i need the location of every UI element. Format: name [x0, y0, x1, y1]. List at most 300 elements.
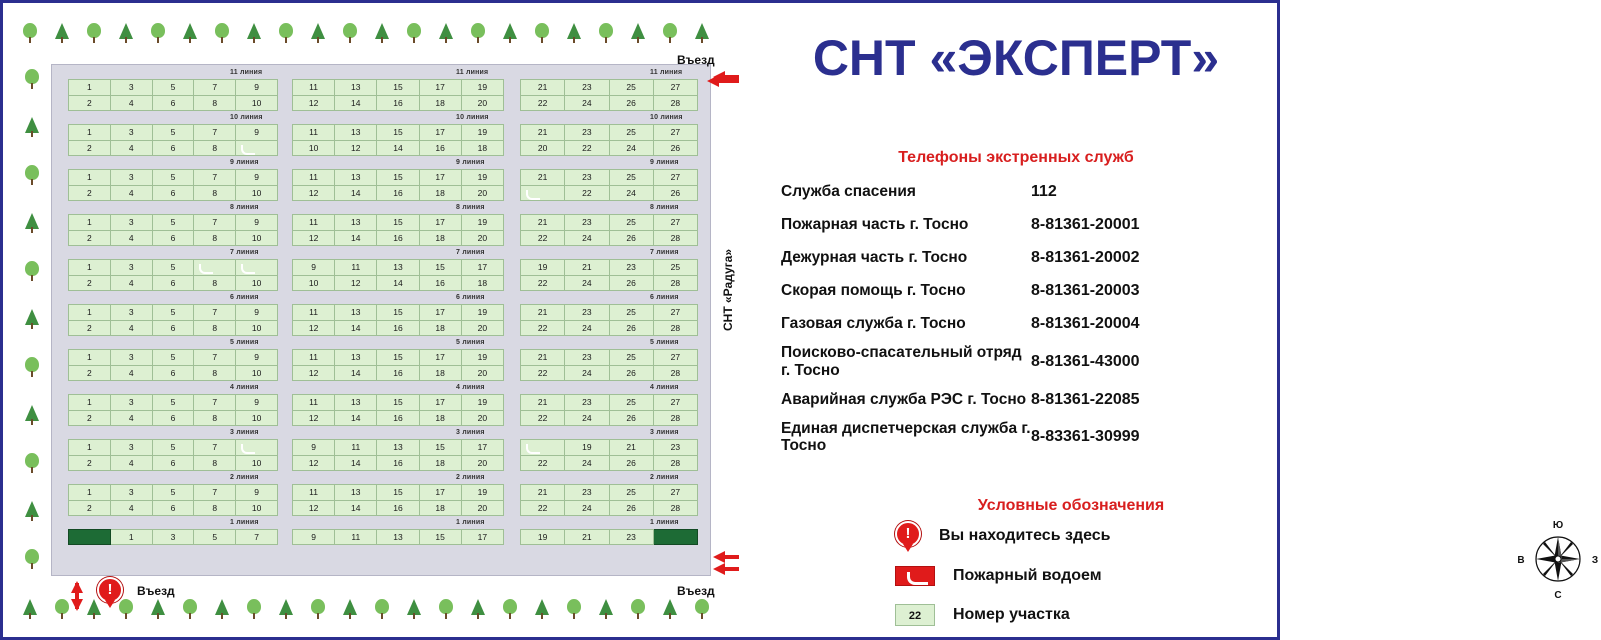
plot-block: [68, 214, 278, 246]
conifer-tree-icon: [215, 599, 229, 619]
plot-row: [69, 440, 278, 456]
emergency-list: [781, 179, 1261, 462]
plot-cell: 14: [335, 500, 377, 516]
plot-cell: 23: [653, 440, 697, 456]
plot-cell: 1: [110, 530, 152, 545]
plot-cell: 17: [419, 485, 461, 501]
plot-cell: 13: [335, 80, 377, 96]
plot-cell: 2: [69, 185, 111, 201]
legend-fire-pond-label: Пожарный водоем: [953, 567, 1102, 584]
plot-cell: 15: [377, 485, 419, 501]
plot-cell: 1: [69, 125, 111, 141]
plot-cell: 17: [419, 305, 461, 321]
conifer-tree-icon: [25, 501, 39, 521]
plot-cell: 16: [377, 230, 419, 246]
plot-cell: 16: [377, 500, 419, 516]
plot-cell: 10: [236, 500, 278, 516]
fire-pond-cell: [236, 140, 278, 156]
plot-cell: 11: [293, 170, 335, 186]
plot-cell: 28: [653, 230, 697, 246]
plot-row: [69, 215, 278, 231]
plot-block: [68, 169, 278, 201]
plot-row: [69, 455, 278, 471]
tree-icon: [695, 599, 709, 619]
plot-row: [293, 140, 504, 156]
conifer-tree-icon: [25, 213, 39, 233]
conifer-tree-icon: [535, 599, 549, 619]
plot-cell: 4: [110, 275, 152, 291]
tree-icon: [663, 23, 677, 43]
conifer-tree-icon: [375, 23, 389, 43]
plot-row: [521, 185, 698, 201]
line-label: 5 линия: [230, 339, 259, 346]
plot-cell: 18: [419, 365, 461, 381]
plot-cell: 13: [335, 395, 377, 411]
emergency-phone-number[interactable]: 8-81361-20004: [1031, 315, 1140, 332]
conifer-tree-icon: [407, 599, 421, 619]
plot-cell: 27: [653, 215, 697, 231]
plot-row: [521, 230, 698, 246]
plot-cell: 16: [377, 455, 419, 471]
line-label: 4 линия: [230, 384, 259, 391]
plot-cell: 16: [377, 410, 419, 426]
tree-icon: [279, 23, 293, 43]
emergency-phone-number[interactable]: 8-81361-20002: [1031, 249, 1140, 266]
line-label: 11 линия: [650, 69, 683, 76]
plot-cell: 16: [419, 140, 461, 156]
plot-cell: 22: [521, 500, 565, 516]
plot-row: [293, 455, 504, 471]
plot-cell: 18: [419, 410, 461, 426]
conifer-tree-icon: [567, 23, 581, 43]
plot-block: [68, 79, 278, 111]
plot-row: [293, 80, 504, 96]
conifer-tree-icon: [119, 23, 133, 43]
plot-row: [69, 395, 278, 411]
plot-cell: 9: [236, 170, 278, 186]
plot-cell: 28: [653, 95, 697, 111]
line-label: 1 линия: [456, 519, 485, 526]
plot-cell: 26: [609, 95, 653, 111]
plot-block: [520, 529, 698, 545]
compass-east-label: З: [1591, 555, 1599, 566]
plot-cell: 8: [194, 95, 236, 111]
plot-cell: 21: [521, 395, 565, 411]
plot-cell: 7: [194, 350, 236, 366]
plot-cell: 5: [152, 170, 194, 186]
conifer-tree-icon: [25, 309, 39, 329]
plot-cell: 13: [335, 215, 377, 231]
plot-cell: 20: [461, 320, 503, 336]
plot-cell: 15: [419, 530, 461, 545]
plot-cell: 17: [461, 260, 503, 276]
plot-cell: 22: [521, 95, 565, 111]
plot-cell: 19: [461, 215, 503, 231]
tree-icon: [25, 165, 39, 185]
plot-cell: 24: [565, 500, 609, 516]
plot-cell: 7: [236, 530, 278, 545]
emergency-service-name: Поисково-спасательный отряд г. Тосно: [781, 344, 1022, 379]
plot-cell: 11: [293, 305, 335, 321]
line-label: 2 линия: [650, 474, 679, 481]
plot-cell: 17: [419, 170, 461, 186]
plot-cell: 21: [521, 485, 565, 501]
plot-cell: 18: [461, 140, 503, 156]
plot-cell: 5: [152, 440, 194, 456]
plot-cell: 14: [335, 410, 377, 426]
tree-icon: [599, 23, 613, 43]
emergency-service-name: Газовая служба г. Тосно: [781, 315, 966, 333]
plot-row: [293, 215, 504, 231]
tree-icon: [503, 599, 517, 619]
emergency-phone-number[interactable]: 8-83361-30999: [1031, 428, 1140, 446]
plot-block: [520, 259, 698, 291]
plot-cell: 10: [293, 140, 335, 156]
emergency-service-name: Единая диспетчерская служба г. Тосно: [781, 419, 1031, 455]
plot-cell: 21: [609, 440, 653, 456]
plot-cell: 6: [152, 455, 194, 471]
plot-cell: 4: [110, 95, 152, 111]
plot-cell: 6: [152, 140, 194, 156]
plot-cell: 17: [419, 395, 461, 411]
entry-arrow-left: [67, 579, 89, 613]
plot-row: [293, 275, 504, 291]
tree-icon: [535, 23, 549, 43]
plot-cell: 9: [293, 530, 335, 545]
plot-cell: 12: [335, 275, 377, 291]
plot-cell: 9: [293, 440, 335, 456]
plot-cell: 3: [110, 350, 152, 366]
plot-row: [521, 170, 698, 186]
plot-cell: 6: [152, 500, 194, 516]
plot-cell: 21: [521, 215, 565, 231]
line-label: 6 линия: [650, 294, 679, 301]
emergency-title: Телефоны экстренных служб: [898, 149, 1134, 166]
plot-cell: 23: [565, 305, 609, 321]
plot-cell: 22: [521, 320, 565, 336]
plot-cell: 6: [152, 365, 194, 381]
plot-cell: 18: [461, 275, 503, 291]
conifer-tree-icon: [183, 23, 197, 43]
plot-cell: 19: [461, 80, 503, 96]
plot-cell: 14: [377, 140, 419, 156]
plot-cell: 3: [110, 260, 152, 276]
plot-cell: 1: [69, 260, 111, 276]
plot-cell: 23: [565, 125, 609, 141]
plot-cell: 8: [194, 410, 236, 426]
line-label: 1 линия: [230, 519, 259, 526]
plot-cell: 18: [419, 500, 461, 516]
plot-block: [292, 124, 504, 156]
plot-row: [521, 485, 698, 501]
plot-cell: 15: [377, 305, 419, 321]
plot-cell: 10: [236, 320, 278, 336]
tree-icon: [23, 23, 37, 43]
plot-cell: 2: [69, 410, 111, 426]
plot-cell: 24: [565, 455, 609, 471]
fire-pond-cell: [521, 440, 565, 456]
plot-cell: 16: [377, 185, 419, 201]
tree-icon: [375, 599, 389, 619]
plot-cell: 17: [419, 80, 461, 96]
plot-block: [68, 394, 278, 426]
plot-cell: 12: [293, 365, 335, 381]
plot-cell: 8: [194, 320, 236, 336]
plot-cell: 17: [461, 440, 503, 456]
plot-cell: 11: [293, 350, 335, 366]
plot-cell: 3: [152, 530, 194, 545]
plot-cell: 14: [335, 455, 377, 471]
conifer-tree-icon: [503, 23, 517, 43]
plot-row: [69, 185, 278, 201]
line-label: 8 линия: [230, 204, 259, 211]
plot-cell: 4: [110, 365, 152, 381]
compass-west-label: В: [1517, 555, 1525, 566]
plot-cell: 7: [194, 395, 236, 411]
plot-cell: 12: [293, 185, 335, 201]
plot-cell: 2: [69, 140, 111, 156]
plot-block: [520, 484, 698, 516]
line-label: 5 линия: [650, 339, 679, 346]
plot-cell: 19: [461, 305, 503, 321]
plot-cell: 26: [609, 500, 653, 516]
plot-block: [520, 169, 698, 201]
fire-pond-cell: [236, 440, 278, 456]
plot-cell: 27: [653, 80, 697, 96]
line-label: 9 линия: [230, 159, 259, 166]
plot-cell: 26: [653, 185, 697, 201]
site-map-panel: [9, 9, 749, 631]
plot-cell: 4: [110, 230, 152, 246]
plot-cell: 16: [377, 320, 419, 336]
plot-row: [69, 80, 278, 96]
plot-cell: 26: [609, 230, 653, 246]
plot-cell: 13: [377, 260, 419, 276]
legend-row-fire-pond: [895, 566, 1102, 586]
plot-cell: 8: [194, 365, 236, 381]
plot-cell: 21: [565, 530, 609, 545]
plot-cell: 25: [609, 395, 653, 411]
plot-cell: 1: [69, 440, 111, 456]
plot-row: [69, 275, 278, 291]
plot-cell: 15: [377, 395, 419, 411]
plot-cell: 27: [653, 305, 697, 321]
plot-row: [521, 260, 698, 276]
plot-row: [293, 320, 504, 336]
plot-cell: 7: [194, 440, 236, 456]
plot-cell: 4: [110, 455, 152, 471]
plot-block: [292, 349, 504, 381]
you-are-here-marker: [97, 577, 123, 607]
tree-icon: [183, 599, 197, 619]
plot-row: [521, 455, 698, 471]
emergency-row: [781, 245, 1261, 271]
line-label: 3 линия: [230, 429, 259, 436]
plot-cell: 9: [236, 485, 278, 501]
plot-cell: 19: [461, 350, 503, 366]
plot-row: [293, 185, 504, 201]
plot-cell: 23: [565, 80, 609, 96]
plot-cell: 22: [521, 365, 565, 381]
conifer-tree-icon: [471, 599, 485, 619]
plot-row: [293, 410, 504, 426]
plot-cell: 22: [565, 140, 609, 156]
plot-cell: 2: [69, 500, 111, 516]
plot-cell: 24: [565, 320, 609, 336]
line-label: 3 линия: [456, 429, 485, 436]
plot-cell: 19: [461, 170, 503, 186]
plot-cell: 3: [110, 305, 152, 321]
plot-cell: 6: [152, 320, 194, 336]
emergency-phone-number[interactable]: 8-81361-43000: [1031, 352, 1140, 370]
plot-cell: 15: [377, 80, 419, 96]
plot-cell: 8: [194, 500, 236, 516]
plot-cell: 11: [335, 440, 377, 456]
plot-cell: 8: [194, 185, 236, 201]
plot-cell: 12: [293, 500, 335, 516]
plot-cell: 21: [521, 350, 565, 366]
plot-cell: 19: [521, 260, 565, 276]
conifer-tree-icon: [247, 23, 261, 43]
plot-cell: 4: [110, 500, 152, 516]
plot-cell: 4: [110, 320, 152, 336]
emergency-phone-number[interactable]: 8-81361-20003: [1031, 282, 1140, 299]
plot-row: [521, 95, 698, 111]
emergency-phone-number[interactable]: 8-81361-20001: [1031, 216, 1140, 233]
plot-row: [521, 395, 698, 411]
plot-cell: 13: [335, 485, 377, 501]
plot-cell: 2: [69, 365, 111, 381]
plot-cell: 1: [69, 305, 111, 321]
conifer-tree-icon: [279, 599, 293, 619]
line-label: 8 линия: [650, 204, 679, 211]
plot-cell: 6: [152, 185, 194, 201]
plot-row: [69, 260, 278, 276]
plot-cell: 2: [69, 455, 111, 471]
emergency-service-name: Дежурная часть г. Тосно: [781, 249, 968, 267]
plot-cell: 12: [293, 320, 335, 336]
plot-row: [293, 395, 504, 411]
plot-cell: 27: [653, 395, 697, 411]
plot-cell: 5: [152, 125, 194, 141]
plot-block: [68, 439, 278, 471]
plot-cell: 27: [653, 350, 697, 366]
plot-cell: 15: [377, 125, 419, 141]
plot-cell: 28: [653, 455, 697, 471]
plot-block: [520, 439, 698, 471]
plot-cell: 3: [110, 485, 152, 501]
emergency-phone-number[interactable]: 8-81361-22085: [1031, 390, 1140, 408]
plot-cell: 22: [521, 455, 565, 471]
plot-cell: 9: [236, 305, 278, 321]
plot-row: [69, 305, 278, 321]
plot-row: [521, 80, 698, 96]
plot-cell: 27: [653, 170, 697, 186]
plot-row: [69, 500, 278, 516]
conifer-tree-icon: [151, 599, 165, 619]
legend-plot-number-label: Номер участка: [953, 606, 1070, 623]
line-label: 7 линия: [650, 249, 679, 256]
line-label: 10 линия: [230, 114, 263, 121]
plot-cell: 10: [236, 455, 278, 471]
line-label: 4 линия: [650, 384, 679, 391]
plot-cell: 22: [521, 410, 565, 426]
plot-cell: 16: [377, 365, 419, 381]
plot-cell: 11: [335, 530, 377, 545]
plot-cell: 10: [236, 95, 278, 111]
plot-cell: 16: [419, 275, 461, 291]
legend-you-are-here-label: Вы находитесь здесь: [939, 527, 1111, 544]
plot-cell: 24: [565, 365, 609, 381]
line-label: 2 линия: [230, 474, 259, 481]
tree-icon: [25, 357, 39, 377]
line-label: 4 линия: [456, 384, 485, 391]
conifer-tree-icon: [55, 23, 69, 43]
plot-row: [293, 170, 504, 186]
plot-cell: 4: [110, 410, 152, 426]
plot-cell: 25: [609, 485, 653, 501]
plot-cell: 12: [335, 140, 377, 156]
tree-icon: [311, 599, 325, 619]
emergency-row: [781, 387, 1261, 413]
plot-cell: 14: [335, 95, 377, 111]
plot-block: [292, 259, 504, 291]
plot-cell: 23: [565, 485, 609, 501]
plot-cell: 3: [110, 395, 152, 411]
legend-row-you-are-here: [895, 521, 1111, 551]
plot-cell: 20: [461, 365, 503, 381]
plot-cell: 1: [69, 170, 111, 186]
plot-cell: 4: [110, 140, 152, 156]
tree-icon: [407, 23, 421, 43]
conifer-tree-icon: [343, 599, 357, 619]
plot-cell: 12: [293, 410, 335, 426]
plot-cell: 21: [521, 305, 565, 321]
plot-cell: 28: [653, 410, 697, 426]
plot-cell: 13: [335, 305, 377, 321]
compass-rose: [1515, 514, 1601, 600]
tree-icon: [471, 23, 485, 43]
tree-icon: [25, 453, 39, 473]
tree-icon: [25, 69, 39, 89]
plot-cell: 6: [152, 230, 194, 246]
plot-cell: 22: [521, 275, 565, 291]
plot-cell: 5: [152, 350, 194, 366]
plot-cell: 2: [69, 230, 111, 246]
line-label: 9 линия: [456, 159, 485, 166]
plot-cell: 23: [609, 530, 653, 545]
plot-row: [521, 125, 698, 141]
plot-cell: 25: [609, 350, 653, 366]
plot-cell: 2: [69, 95, 111, 111]
plot-cell: 7: [194, 485, 236, 501]
plot-row: [293, 350, 504, 366]
plot-cell: 11: [293, 485, 335, 501]
plot-cell: 3: [110, 215, 152, 231]
you-are-here-icon: [895, 521, 921, 551]
plot-cell: 8: [194, 140, 236, 156]
plot-cell: 25: [609, 125, 653, 141]
entry-arrow-top: [689, 69, 745, 89]
plot-row: [521, 365, 698, 381]
conifer-tree-icon: [25, 117, 39, 137]
plot-cell: 26: [653, 140, 697, 156]
emergency-phone-number[interactable]: 112: [1031, 183, 1057, 200]
plot-cell: 19: [461, 395, 503, 411]
plot-cell: 14: [335, 365, 377, 381]
line-label: 3 линия: [650, 429, 679, 436]
plot-cell: 1: [69, 395, 111, 411]
